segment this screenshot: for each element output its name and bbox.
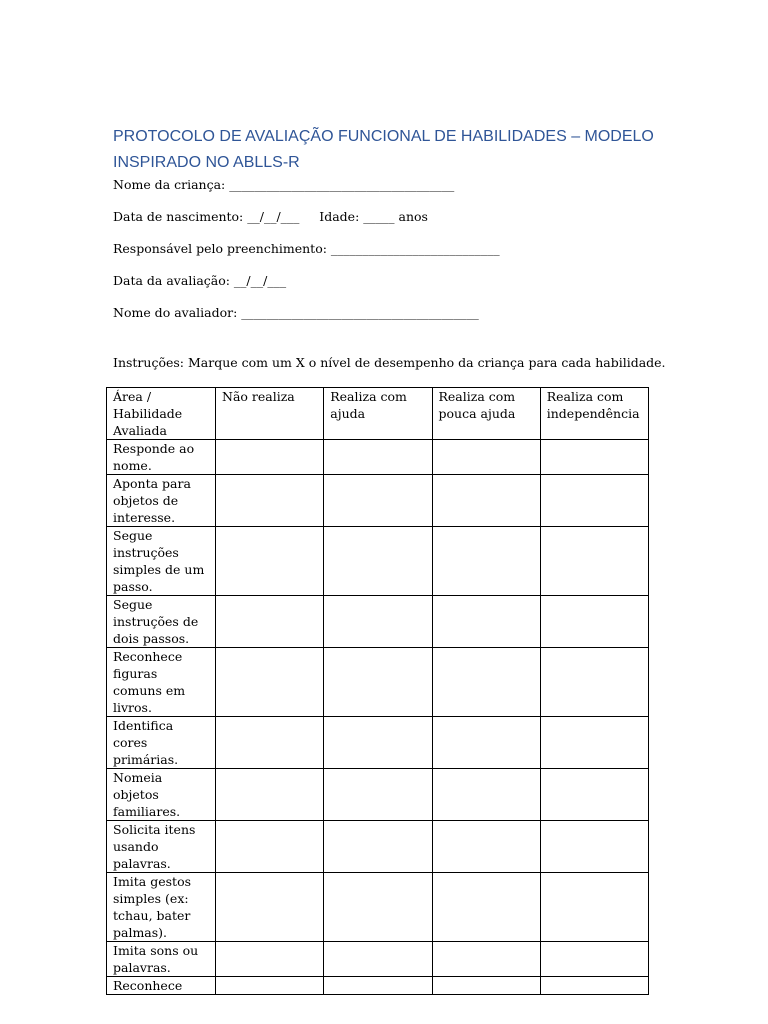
- mark-cell-not-performed[interactable]: [216, 596, 324, 648]
- instructions-text: Instruções: Marque com um X o nível de desempenho da criança para cada habilidade.: [113, 355, 666, 370]
- table-row: [107, 821, 649, 873]
- evaluation-date-field[interactable]: Data da avaliação: __/__/___: [113, 273, 287, 288]
- evaluator-name-field[interactable]: Nome do avaliador: ______________________________________: [113, 305, 479, 320]
- mark-cell-little-help[interactable]: [432, 942, 540, 977]
- mark-cell-independent[interactable]: [540, 527, 648, 596]
- skill-label: Solicita itens usando palavras.: [107, 821, 216, 873]
- mark-cell-independent[interactable]: [540, 648, 648, 717]
- mark-cell-with-help[interactable]: [324, 942, 432, 977]
- mark-cell-little-help[interactable]: [432, 717, 540, 769]
- header-skill: Área / Habilidade Avaliada: [107, 388, 216, 440]
- responsible-field[interactable]: Responsável pelo preenchimento: ___________________________: [113, 241, 500, 256]
- mark-cell-independent[interactable]: [540, 821, 648, 873]
- skill-label: Imita gestos simples (ex: tchau, bater palmas).: [107, 873, 216, 942]
- mark-cell-with-help[interactable]: [324, 977, 432, 995]
- table-row: [107, 769, 649, 821]
- mark-cell-not-performed[interactable]: [216, 873, 324, 942]
- mark-cell-independent[interactable]: [540, 769, 648, 821]
- mark-cell-not-performed[interactable]: [216, 648, 324, 717]
- mark-cell-independent[interactable]: [540, 942, 648, 977]
- table-row: [107, 648, 649, 717]
- birth-date-age-field[interactable]: Data de nascimento: __/__/___ Idade: _____ anos: [113, 209, 428, 224]
- table-header-row: [107, 388, 649, 440]
- skill-label: Reconhece figuras comuns em livros.: [107, 648, 216, 717]
- skill-label: Segue instruções de dois passos.: [107, 596, 216, 648]
- mark-cell-with-help[interactable]: [324, 596, 432, 648]
- mark-cell-independent[interactable]: [540, 873, 648, 942]
- table-row: [107, 942, 649, 977]
- mark-cell-little-help[interactable]: [432, 977, 540, 995]
- skill-label: Imita sons ou palavras.: [107, 942, 216, 977]
- skills-table: [106, 387, 649, 995]
- header-not-performed: Não realiza: [216, 388, 324, 440]
- mark-cell-independent[interactable]: [540, 475, 648, 527]
- header-with-help: Realiza com ajuda: [324, 388, 432, 440]
- skill-label: Nomeia objetos familiares.: [107, 769, 216, 821]
- mark-cell-not-performed[interactable]: [216, 475, 324, 527]
- mark-cell-not-performed[interactable]: [216, 821, 324, 873]
- child-name-field[interactable]: Nome da criança: ____________________________________: [113, 177, 455, 192]
- mark-cell-little-help[interactable]: [432, 527, 540, 596]
- mark-cell-little-help[interactable]: [432, 475, 540, 527]
- mark-cell-with-help[interactable]: [324, 648, 432, 717]
- mark-cell-not-performed[interactable]: [216, 942, 324, 977]
- mark-cell-little-help[interactable]: [432, 769, 540, 821]
- mark-cell-independent[interactable]: [540, 717, 648, 769]
- mark-cell-independent[interactable]: [540, 440, 648, 475]
- table-row: [107, 475, 649, 527]
- mark-cell-with-help[interactable]: [324, 440, 432, 475]
- mark-cell-independent[interactable]: [540, 596, 648, 648]
- skill-label: Identifica cores primárias.: [107, 717, 216, 769]
- table-row: [107, 596, 649, 648]
- mark-cell-not-performed[interactable]: [216, 440, 324, 475]
- skill-label: Segue instruções simples de um passo.: [107, 527, 216, 596]
- mark-cell-with-help[interactable]: [324, 527, 432, 596]
- header-independent: Realiza com independência: [540, 388, 648, 440]
- table-row: [107, 977, 649, 995]
- table-row: [107, 873, 649, 942]
- skill-label: Aponta para objetos de interesse.: [107, 475, 216, 527]
- table-row: [107, 527, 649, 596]
- mark-cell-not-performed[interactable]: [216, 977, 324, 995]
- mark-cell-little-help[interactable]: [432, 821, 540, 873]
- mark-cell-not-performed[interactable]: [216, 769, 324, 821]
- mark-cell-little-help[interactable]: [432, 648, 540, 717]
- mark-cell-little-help[interactable]: [432, 440, 540, 475]
- skill-label: Reconhece: [107, 977, 216, 995]
- mark-cell-independent[interactable]: [540, 977, 648, 995]
- mark-cell-little-help[interactable]: [432, 873, 540, 942]
- mark-cell-with-help[interactable]: [324, 717, 432, 769]
- mark-cell-with-help[interactable]: [324, 821, 432, 873]
- skill-label: Responde ao nome.: [107, 440, 216, 475]
- form-fields: [113, 176, 673, 336]
- mark-cell-with-help[interactable]: [324, 769, 432, 821]
- mark-cell-not-performed[interactable]: [216, 527, 324, 596]
- mark-cell-little-help[interactable]: [432, 596, 540, 648]
- mark-cell-with-help[interactable]: [324, 873, 432, 942]
- table-row: [107, 717, 649, 769]
- document-title: PROTOCOLO DE AVALIAÇÃO FUNCIONAL DE HABILIDADES – MODELO INSPIRADO NO ABLLS-R: [113, 128, 654, 171]
- mark-cell-with-help[interactable]: [324, 475, 432, 527]
- mark-cell-not-performed[interactable]: [216, 717, 324, 769]
- table-row: [107, 440, 649, 475]
- header-little-help: Realiza com pouca ajuda: [432, 388, 540, 440]
